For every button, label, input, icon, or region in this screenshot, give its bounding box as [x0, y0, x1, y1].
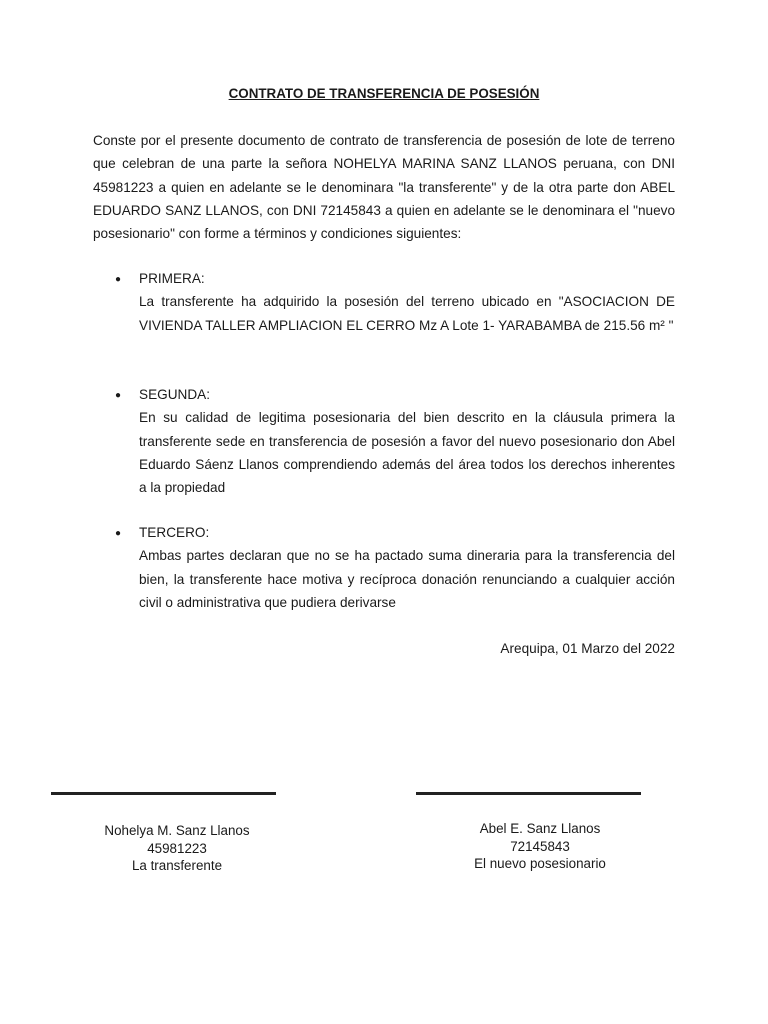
- signer-name: Abel E. Sanz Llanos: [479, 821, 601, 836]
- clause-body: Ambas partes declaran que no se ha pactado suma dineraria para la transferencia del bien, la transferente hace motiva y recíproca donación renunciando a cualquier acción civil o administrativa que pudiera derivarse: [139, 548, 675, 610]
- signer-role: El nuevo posesionario: [474, 856, 606, 871]
- signature-block-transferente: [47, 822, 307, 875]
- signature-line-left: [51, 792, 276, 795]
- signer-dni: 72145843: [510, 838, 570, 854]
- bullet-icon: ●: [115, 390, 122, 401]
- clause-heading: PRIMERA:: [139, 271, 205, 286]
- clause-body: En su calidad de legitima posesionaria del bien descrito en la cláusula primera la transferente sede en transferencia de posesión a favor del nuevo posesionario don Abel Eduardo Sáenz Llanos comprendiendo además del área todos los derechos inherentes a la propiedad: [139, 410, 675, 496]
- intro-paragraph: Conste por el presente documento de contrato de transferencia de posesión de lote de terreno que celebran de una parte la señora NOHELYA MARINA SANZ LLANOS peruana, con DNI 45981223 a quien en adelante se le denominara "la transferente" y de la otra parte don ABEL EDUARDO SANZ LLANOS, con DNI 72145843 a quien en adelante se le denominara el "nuevo posesionario" con forme a términos y condiciones siguientes:: [93, 133, 675, 242]
- signer-dni: 45981223: [147, 840, 207, 856]
- place-date: Arequipa, 01 Marzo del 2022: [500, 641, 675, 656]
- signer-name: Nohelya M. Sanz Llanos: [104, 823, 250, 838]
- clause-heading: SEGUNDA:: [139, 387, 211, 402]
- bullet-icon: ●: [115, 528, 122, 539]
- clause-heading: TERCERO:: [139, 525, 210, 540]
- clause-body: La transferente ha adquirido la posesión del terreno ubicado en "ASOCIACION DE VIVIENDA TALLER AMPLIACION EL CERRO Mz A Lote 1- YARABAMBA de 215.56 m² ": [139, 294, 675, 333]
- signature-line-right: [416, 792, 641, 795]
- signer-role: La transferente: [131, 858, 223, 873]
- bullet-icon: ●: [115, 274, 122, 285]
- signature-block-posesionario: [410, 820, 670, 873]
- document-title: CONTRATO DE TRANSFERENCIA DE POSESIÓN: [228, 86, 540, 101]
